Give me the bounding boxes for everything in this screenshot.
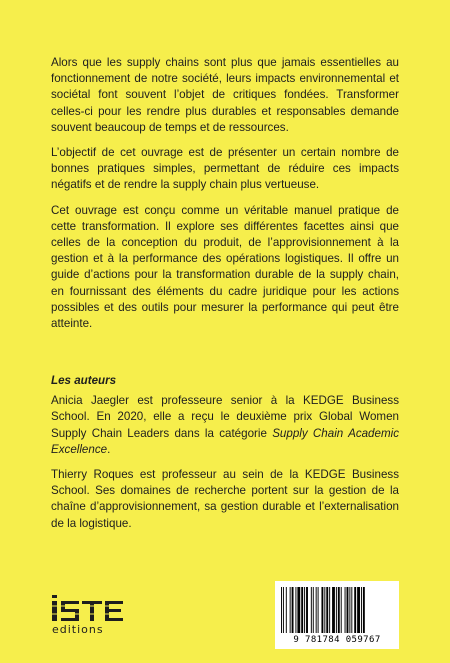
author-bio-1-text: Anicia Jaegler est professeure senior à la KEDGE Business School. En 2020, elle a reçu le deuxième prix Global Women Supply Chain Leaders dans la catégorie: [51, 394, 399, 440]
summary-paragraph-2: L’objectif de cet ouvrage est de présenter un certain nombre de bonnes pratiques simples, permettant de réduire ces impacts négatifs et de rendre la supply chain plus vertueuse.: [51, 146, 399, 192]
authors-section: [51, 373, 399, 541]
isbn-number: 9 781784 059767: [293, 635, 381, 645]
back-cover-summary: [51, 55, 399, 332]
summary-paragraph-3: Cet ouvrage est conçu comme un véritable manuel pratique de cette transformation. Il explore ses différentes facettes ainsi que celles de la conception du produit, de l’approvisionnement à la gestion et à la performance des opérations logistiques. Il offre un guide d’actions pour la transformation durable de la supply chain, en fournissant des éléments du cadre juridique pour les actions possibles et des outils pour mesurer la performance qui peut être atteinte.: [51, 203, 399, 331]
author-bio-1-award: Supply Chain Academic Excellence: [51, 426, 399, 456]
author-bio-2: Thierry Roques est professeur au sein de la KEDGE Business School. Ses domaines de recherche portent sur la gestion de la chaîne d’approvisionnement, sa gestion durable et l’externalisation de la logistique.: [51, 468, 399, 530]
iste-editions-logo: [50, 593, 142, 635]
isbn-barcode: [275, 581, 399, 649]
author-bio-1-end: .: [107, 442, 111, 456]
summary-paragraph-1: Alors que les supply chains sont plus que jamais essentielles au fonctionnement de notre société, leurs impacts environnemental et sociétal font souvent l’objet de critiques fondées. Transformer celles-ci pour les rendre plus durables et responsables demande souvent beaucoup de temps et de ressources.: [51, 56, 399, 134]
authors-heading: Les auteurs: [51, 374, 117, 387]
author-bio-1: [51, 393, 399, 458]
barcode-bars: [281, 587, 393, 633]
logo-editions-label: editions: [52, 623, 104, 636]
